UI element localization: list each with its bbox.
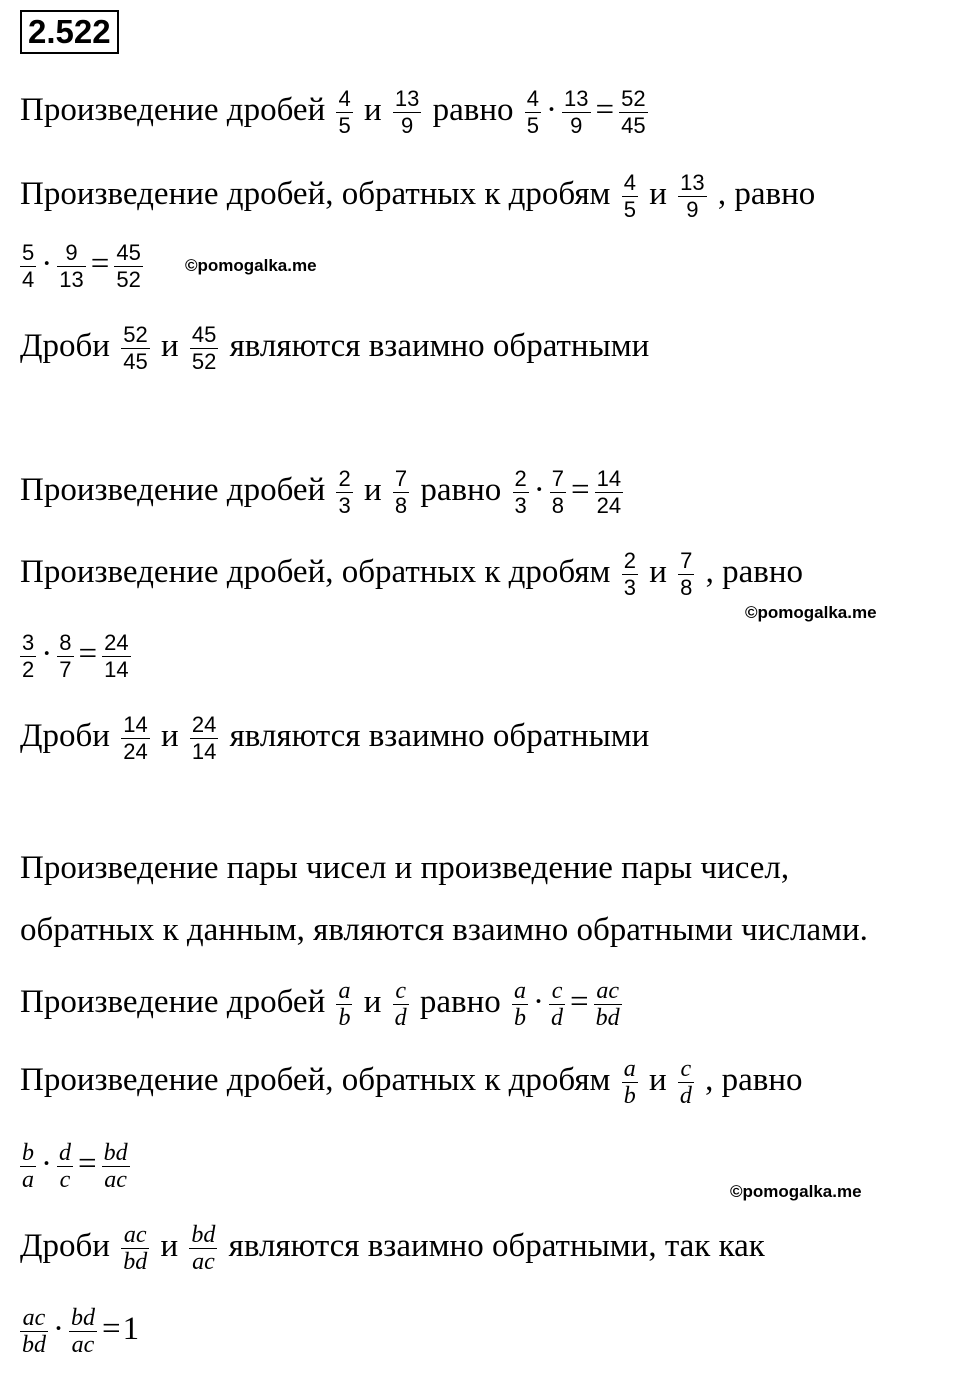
text: Произведение дробей (20, 92, 326, 129)
line-product-3: Произведение дробей $\frac{a}{b}$ и $\frac{c}{d}$ равно $\frac{a}{b}$ · $\frac{c}{d}$ = $\frac{ac}{bd}$ (20, 978, 620, 1031)
fraction: $\frac{45}{52}$ (191, 322, 217, 374)
text: Произведение дробей, обратных к дробям (20, 1062, 611, 1099)
text: являются взаимно обратными, так как (228, 1228, 765, 1265)
text: равно (420, 472, 502, 509)
line-reciprocal-3 (20, 1056, 803, 1109)
text: и (649, 554, 667, 591)
text: и (160, 718, 179, 755)
text: равно (432, 92, 514, 129)
text: и (363, 984, 382, 1021)
fraction: $\frac{2}{3}$ (623, 548, 636, 600)
line-reciprocal-2 (20, 548, 803, 601)
text: Произведение дробей (20, 472, 326, 509)
fraction: $\frac{9}{13}$ (59, 240, 84, 292)
line-reciprocal-1 (20, 170, 815, 223)
line-reciprocal-product-2: $\frac{3}{2}$ · $\frac{8}{7}$ = $\frac{24}{14}$ (22, 630, 129, 682)
fraction: $\frac{14}{24}$ (596, 466, 622, 518)
fraction: $\frac{24}{14}$ (104, 630, 129, 682)
fraction: $\frac{bd}{ac}$ (71, 1305, 95, 1358)
fraction: $\frac{a}{b}$ (338, 978, 351, 1031)
line-reciprocal-product-1: $\frac{5}{4}$ · $\frac{9}{13}$ = $\frac{45}{52}$ (22, 240, 141, 292)
fraction: $\frac{a}{b}$ (623, 1056, 636, 1109)
fraction: $\frac{ac}{bd}$ (22, 1305, 46, 1358)
text: и (160, 328, 179, 365)
fraction: $\frac{c}{d}$ (551, 978, 564, 1031)
text: , равно (705, 1062, 803, 1099)
fraction: $\frac{b}{a}$ (22, 1140, 34, 1193)
text: и (363, 472, 382, 509)
fraction: $\frac{ac}{bd}$ (123, 1222, 148, 1275)
text: равно (419, 984, 501, 1021)
problem-number: 2.522 (20, 10, 119, 54)
general-statement-line1: Произведение пары чисел и произведение пары чисел, (20, 850, 790, 886)
fraction: $\frac{13}{9}$ (564, 86, 589, 138)
fraction: $\frac{8}{7}$ (59, 630, 72, 682)
fraction: $\frac{a}{b}$ (514, 978, 527, 1031)
fraction: $\frac{2}{3}$ (338, 466, 351, 518)
text: и (648, 1062, 667, 1099)
text: Произведение дробей (20, 984, 326, 1021)
line-product-2: Произведение дробей $\frac{2}{3}$ и $\frac{7}{8}$ равно $\frac{2}{3}$ · $\frac{7}{8}$ = $\frac{14}{24}$ (20, 466, 622, 518)
text: и (160, 1228, 179, 1265)
text: Произведение дробей, обратных к дробям (20, 176, 611, 213)
fraction: $\frac{14}{24}$ (123, 712, 148, 764)
text: являются взаимно обратными (229, 328, 650, 365)
fraction: $\frac{7}{8}$ (680, 548, 693, 600)
fraction: $\frac{4}{5}$ (526, 86, 540, 138)
fraction: $\frac{7}{8}$ (551, 466, 565, 518)
fraction: $\frac{3}{2}$ (22, 630, 35, 682)
line-reciprocal-product-3: $\frac{b}{a}$ · $\frac{d}{c}$ = $\frac{bd}{ac}$ (22, 1140, 128, 1193)
fraction: $\frac{c}{d}$ (679, 1056, 692, 1109)
fraction: $\frac{bd}{ac}$ (103, 1140, 128, 1193)
text: Дроби (20, 718, 110, 755)
fraction: $\frac{13}{9}$ (394, 86, 420, 138)
fraction: $\frac{c}{d}$ (394, 978, 407, 1031)
fraction: $\frac{52}{45}$ (621, 86, 646, 138)
text: Дроби (20, 328, 110, 365)
text: Дроби (20, 1228, 110, 1265)
fraction: $\frac{24}{14}$ (191, 712, 217, 764)
line-conclusion-1 (20, 322, 649, 375)
line-conclusion-2 (20, 712, 649, 765)
line-product-1: Произведение дробей $\frac{4}{5}$ и $\frac{13}{9}$ равно $\frac{4}{5}$ · $\frac{13}{9}$ = $\frac{52}{45}$ (20, 86, 646, 138)
fraction: $\frac{2}{3}$ (514, 466, 527, 518)
fraction: $\frac{7}{8}$ (394, 466, 408, 518)
fraction: $\frac{d}{c}$ (59, 1140, 71, 1193)
text: , равно (717, 176, 816, 213)
line-conclusion-3 (20, 1222, 765, 1275)
fraction: $\frac{ac}{bd}$ (595, 978, 620, 1031)
fraction: $\frac{45}{52}$ (116, 240, 141, 292)
fraction: $\frac{bd}{ac}$ (191, 1222, 216, 1275)
text: Произведение дробей, обратных к дробям (20, 554, 611, 591)
result-one: 1 (122, 1311, 140, 1348)
line-final-equation: $\frac{ac}{bd}$ · $\frac{bd}{ac}$ =1 (22, 1305, 140, 1358)
fraction: $\frac{4}{5}$ (623, 170, 636, 222)
fraction: $\frac{4}{5}$ (338, 86, 351, 138)
text: являются взаимно обратными (229, 718, 650, 755)
fraction: $\frac{13}{9}$ (680, 170, 705, 222)
text: и (649, 176, 667, 213)
watermark: ©pomogalka.me (185, 256, 317, 275)
text: и (363, 92, 382, 129)
fraction: $\frac{5}{4}$ (22, 240, 35, 292)
general-statement-line2: обратных к данным, являются взаимно обратными числами. (20, 912, 868, 948)
text: , равно (705, 554, 803, 591)
watermark: ©pomogalka.me (745, 603, 877, 622)
fraction: $\frac{52}{45}$ (123, 322, 148, 374)
watermark: ©pomogalka.me (730, 1182, 862, 1201)
